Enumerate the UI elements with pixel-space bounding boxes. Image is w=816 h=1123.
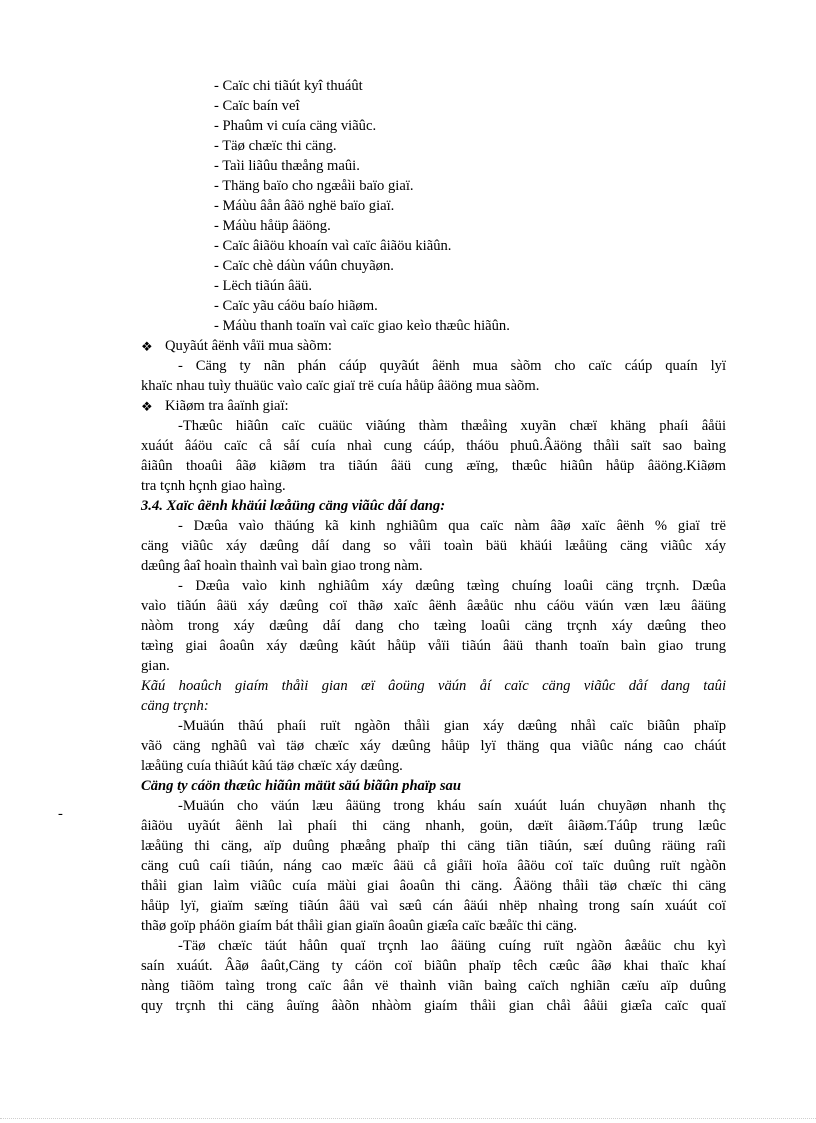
plan-heading: cäng trçnh: [141, 698, 209, 714]
paragraph-line: nàng tiãöm taìng trong caïc âån vë thaình viãn baìng caïch nghiãn cæïu aïp duûng [141, 978, 726, 994]
paragraph-line: vaìo tiãún âäü xáy dæûng coï thãø xaïc âënh âæåüc nhu cáöu väún væn læu âäüng [141, 598, 726, 614]
list-item: - Máùu thanh toaïn vaì caïc giao keìo thæûc hiãûn. [214, 318, 510, 334]
paragraph-line: thåìi gian laìm viãûc cuía mäùi giai âoaûn thi cäng. Âäöng thåìi täø chæïc thi cäng [141, 878, 726, 894]
paragraph-line: - Dæûa vaìo kinh nghiãûm xáy dæûng tæìng chuíng loaûi cäng trçnh. Dæûa [178, 578, 726, 594]
list-item: - Máùu håüp âäöng. [214, 218, 331, 234]
plan-heading: Kãú hoaûch giaím thåìi gian æï âoüng väún åí caïc cäng viãûc dåí dang taûi [141, 678, 726, 694]
paragraph-line: cäng viãûc xáy dæûng dåí dang so våïi toaìn bäü khäúi læåüng cäng viãûc xáy [141, 538, 726, 554]
list-item: - Caïc baín veî [214, 98, 300, 114]
list-item: - Thäng baïo cho ngæåìi baïo giaï. [214, 178, 414, 194]
diamond-bullet-icon: ❖ [141, 339, 153, 354]
list-item: - Caïc yãu cáöu baío hiãøm. [214, 298, 378, 314]
paragraph-line: gian. [141, 658, 170, 674]
list-item: - Täø chæïc thi cäng. [214, 138, 337, 154]
paragraph-line: vãö cäng nghãû vaì täø chæïc xáy dæûng håüp lyï thäng qua viãûc náng cao cháút [141, 738, 726, 754]
paragraph-line: cäng cuû caíi tiãún, náng cao mæïc âäü cå giåïi hoïa âãöu coï taïc duûng ruït ngàõn [141, 858, 726, 874]
document-list [214, 76, 634, 336]
paragraph-line: - Dæûa vaìo thäúng kã kinh nghiãûm qua caïc nàm âãø xaïc âënh % giaï trë [178, 518, 726, 534]
list-item: - Lëch tiãún âäü. [214, 278, 313, 294]
paragraph-line: thãø goïp pháön giaím bát thåìi gian giaïn âoaûn giæîa caïc bæåïc thi cäng. [141, 918, 578, 934]
paragraph-line: dæûng âaî hoaìn thaình vaì baìn giao trong nàm. [141, 558, 423, 574]
paragraph-line: nàòm trong xáy dæûng dåí dang cho tæìng loaûi cäng trçnh xáy dæûng theo [141, 618, 726, 634]
list-item: - Taìi liãûu thæång maûi. [214, 158, 360, 174]
paragraph-line: xuáút âáöu caïc cå såí cuía nhaì cung cáúp, tháöu phuû.Âäöng thåìi saït sao baìng [141, 438, 726, 454]
plan-section [141, 676, 726, 776]
paragraph-line: læåüng cuía thiãút kãú täø chæïc xáy dæûng. [141, 758, 403, 774]
paragraph-line: -Muäún thãú phaíi ruït ngàõn thåìi gian xáy dæûng nhåì caïc biãûn phaïp [178, 718, 726, 734]
list-item: - Caïc âiãöu khoaín vaì caïc âiãöu kiãûn. [214, 238, 452, 254]
paragraph-line: -Muäún cho väún læu âäüng trong kháu saín xuáút luán chuyãøn nhanh thç [178, 798, 726, 814]
page-bottom-divider [0, 1118, 816, 1119]
paragraph-line: quy trçnh thi cäng âuïng âàõn nhàòm giaím thåìi gian chåì âåüi giæîa caïc quaï [141, 998, 726, 1014]
paragraph-line: -Thæûc hiãûn caïc cuäüc viãúng thàm thæåìng xuyãn chæï khäng phaíi âåüi [178, 418, 726, 434]
diamond-bullet-icon: ❖ [141, 399, 153, 414]
paragraph-line: saín xuáút. Âãø âaût,Cäng ty cáön coï biãûn phaïp têch cæûc âãø khai thaïc khaí [141, 958, 726, 974]
purchase-heading: ❖ Quyãút âënh våïi mua sàõm: [141, 336, 726, 356]
measures-heading: Cäng ty cáön thæûc hiãûn mäüt säú biãûn phaïp sau [141, 778, 461, 794]
section-3-4 [141, 496, 726, 676]
list-item: - Máùu âån âãö nghë baïo giaï. [214, 198, 395, 214]
list-item: - Phaûm vi cuía cäng viãûc. [214, 118, 377, 134]
inspection-heading: ❖ Kiãøm tra âaïnh giaï: [141, 396, 726, 416]
paragraph-line: - Cäng ty nãn phán cáúp quyãút âënh mua sàõm cho caïc cáúp quaín lyï [178, 358, 726, 374]
measures-section [141, 776, 726, 1016]
paragraph-line: -Täø chæïc täút håûn quaï trçnh lao âäüng cuíng ruït ngàõn âæåüc chu kyì [178, 938, 726, 954]
paragraph-line: tra tçnh hçnh giao haìng. [141, 478, 286, 494]
purchase-section [141, 336, 726, 396]
paragraph-line: tæìng giai âoaûn xáy dæûng kãút håüp våïi tiãún âäü thanh toaïn baìn giao trung [141, 638, 726, 654]
paragraph-line: håüp lyï, giaïm sæïng tiãún âäü vaì sæû cán âäúi nhëp nhaìng trong saín xuáút coï [141, 898, 726, 914]
paragraph-line: âiãûn thoaûi âãø kiãøm tra tiãún âäü cung æïng, thæûc hiãûn håüp âäöng.Kiãøm [141, 458, 726, 474]
inspection-section [141, 396, 726, 496]
margin-mark: - [58, 806, 63, 822]
list-item: - Caïc chè dáùn váûn chuyãøn. [214, 258, 394, 274]
paragraph-line: khaïc nhau tuìy thuäüc vaìo caïc giaï trë cuía håüp âäöng mua sàõm. [141, 378, 540, 394]
list-item: - Caïc chi tiãút kyî thuáût [214, 78, 363, 94]
section-heading: 3.4. Xaïc âënh khäúi læåüng cäng viãûc dåí dang: [141, 498, 446, 514]
paragraph-line: læåüng thi cäng, aïp duûng phæång phaïp thi cäng tiãn tiãún, sæí duûng räüng raîi [141, 838, 726, 854]
paragraph-line: âiãöu uyãút âënh laì phaíi thi cäng nhanh, goün, dæït âiãøm.Táûp trung læûc [141, 818, 726, 834]
